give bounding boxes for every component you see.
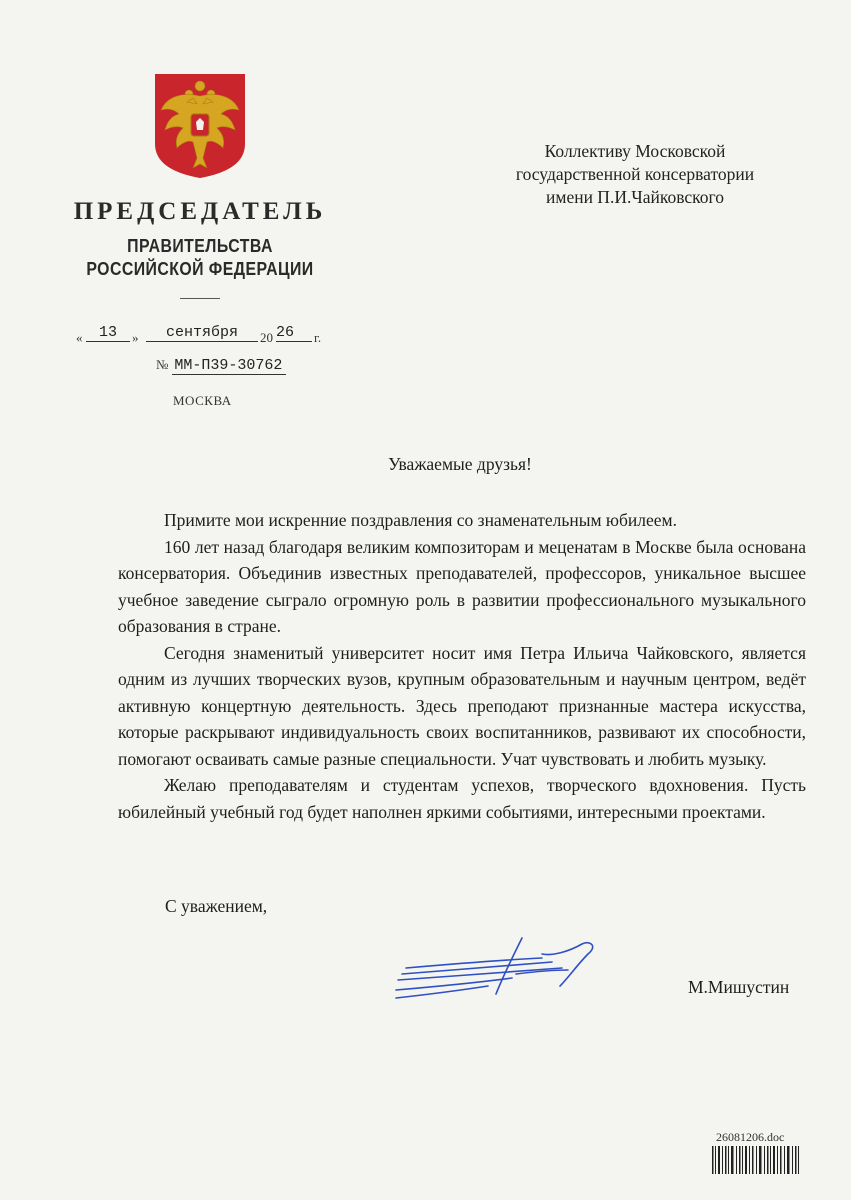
addressee-line: государственной консерватории <box>515 164 755 184</box>
letterhead-divider <box>180 298 220 299</box>
body-paragraph: Примите мои искренние поздравления со знаменательным юбилеем. <box>164 510 677 530</box>
barcode-icon <box>712 1146 800 1174</box>
number-value: ММ-П39-30762 <box>172 357 286 375</box>
body-paragraph: Желаю преподавателям и студентам успехов, творческого вдохновения. Пусть юбилейный учебный год будет наполнен яркими событиями, интересными проектами. <box>118 775 806 822</box>
date-month: сентября <box>146 324 258 342</box>
closing-phrase: С уважением, <box>165 896 268 916</box>
date-year-mark: г. <box>314 330 322 345</box>
date-year-suffix: 26 <box>276 324 312 342</box>
letter-number <box>156 357 286 374</box>
signer-name: М.Мишустин <box>688 977 790 997</box>
date-day: 13 <box>86 324 130 342</box>
letterhead-title: ПРЕДСЕДАТЕЛЬ <box>73 198 327 225</box>
body-paragraph: Сегодня знаменитый университет носит имя Петра Ильича Чайковского, является одним из лучших творческих вузов, крупным образовательным и научным центром, ведёт активную концертную деятельность. Здесь преподают признанные мастера искусства, которые раскрывают индивидуальность своих воспитанников, развивают их способности, помогают осваивать самые разные специальности. Учат чувствовать и любить музыку. <box>118 642 806 769</box>
document-code: 26081206.doc <box>716 1130 785 1144</box>
letter-city: МОСКВА <box>173 393 232 408</box>
coat-of-arms-icon <box>153 72 247 180</box>
addressee-line: Коллективу Московской <box>544 141 726 161</box>
handwritten-signature <box>392 934 606 1006</box>
date-year-prefix: 20 <box>260 330 273 345</box>
body-paragraph: 160 лет назад благодаря великим композиторам и меценатам в Москве была основана консерватория. Объединив известных преподавателей, профессоров, уникальное высшее учебное заведение сыграло огромную роль в развитии профессионального музыкального образования в стране. <box>118 536 806 636</box>
date-open-quote: « <box>76 330 83 345</box>
letter-date <box>76 322 336 348</box>
number-label: № <box>156 357 169 372</box>
addressee-line: имени П.И.Чайковского <box>546 187 724 207</box>
date-close-quote: » <box>132 330 139 345</box>
letterhead-subtitle-line1: ПРАВИТЕЛЬСТВА <box>127 236 273 256</box>
letterhead-subtitle-line2: РОССИЙСКОЙ ФЕДЕРАЦИИ <box>86 259 314 279</box>
letter-body <box>118 507 806 825</box>
addressee-block <box>470 140 800 209</box>
salutation: Уважаемые друзья! <box>388 454 532 474</box>
